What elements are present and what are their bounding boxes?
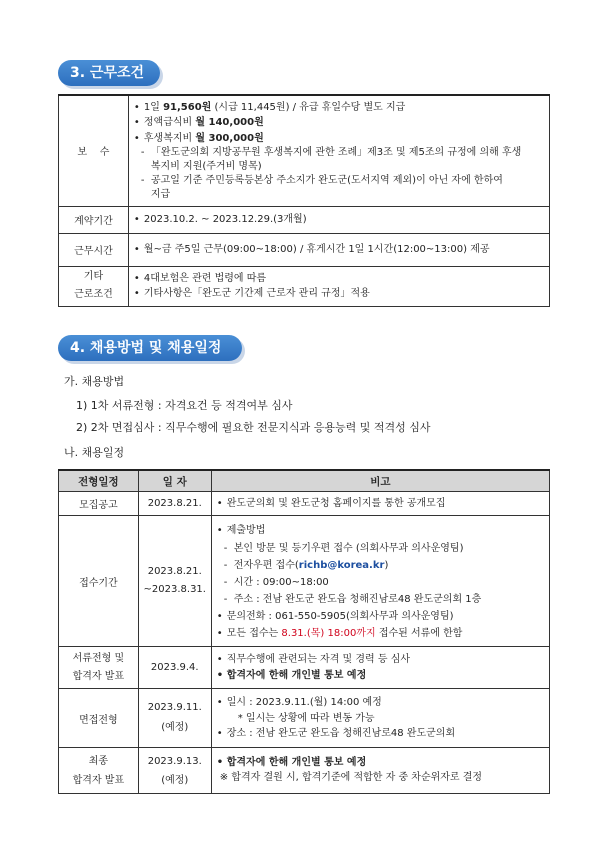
- note-time: - 시간 : 09:00~18:00: [216, 574, 545, 591]
- period-value: • 2023.10.2. ~ 2023.12.29.(3개월): [133, 212, 545, 228]
- schedule-heading: 나. 채용일정: [64, 446, 125, 459]
- note-submit-method: • 제출방법: [216, 521, 545, 540]
- method-step1: 1) 1차 서류전형 : 자격요건 등 적격여부 심사: [76, 399, 293, 412]
- date-notice: 2023.8.21.: [138, 492, 211, 516]
- pay-daily: • 1일 91,560원 (시급 11,445원) / 유급 휴일수당 별도 지급: [133, 100, 545, 116]
- date-final-note: (예정): [161, 774, 189, 786]
- period-label: 계약기간: [59, 206, 129, 233]
- method-step2: 2) 2차 면접심사 : 직무수행에 필요한 전문지식과 응용능력 및 적격성 심사: [76, 421, 431, 434]
- date-reception-start: 2023.8.21.: [147, 566, 202, 577]
- etc-label-2: 근로조건: [74, 289, 113, 300]
- hours-label: 근무시간: [59, 233, 129, 266]
- stage-interview: 면접전형: [59, 689, 139, 748]
- schedule-header-row: [59, 470, 550, 492]
- period-row: [59, 206, 550, 233]
- pay-detail-1: - 「완도군의회 지방공무원 후생복지에 관한 조례」제3조 및 제5조의 규정에 의해 후생 복지비 지원(주거비 명목): [133, 146, 545, 174]
- note-final-notify: • 합격자에 한해 개인별 통보 예정: [216, 755, 545, 771]
- hours-row: [59, 233, 550, 266]
- stage-doc-1: 서류전형 및: [72, 652, 125, 664]
- date-reception-end: ~2023.8.31.: [143, 584, 206, 595]
- note-interview-change: * 일시는 상황에 따라 변동 가능: [237, 712, 375, 724]
- note-deadline: • 모든 접수는 8.31.(목) 18:00까지 접수된 서류에 한함: [216, 625, 545, 642]
- section3-title: 3. 근무조건: [58, 60, 160, 86]
- stage-notice: 모집공고: [59, 492, 139, 516]
- etc-row: [59, 266, 550, 306]
- table-row: [59, 748, 550, 794]
- pay-welfare: • 후생복지비 월 300,000원: [133, 131, 545, 147]
- pay-row: [59, 95, 550, 206]
- stage-doc-2: 합격자 발표: [72, 670, 125, 682]
- header-stage: 전형일정: [59, 470, 139, 492]
- table-row: [59, 516, 550, 647]
- pay-meal: • 정액급식비 월 140,000원: [133, 115, 545, 131]
- stage-final-2: 합격자 발표: [72, 774, 125, 786]
- note-final-reserve: ※ 합격자 결원 시, 합격기준에 적합한 자 중 차순위자로 결정: [219, 772, 483, 784]
- pay-label: 보 수: [59, 95, 129, 206]
- note-notice: • 완도군의회 및 완도군청 홈페이지를 통한 공개모집: [216, 496, 545, 512]
- note-doc-review: • 직무수행에 관련되는 자격 및 경력 등 심사: [216, 652, 545, 668]
- section4-title: 4. 채용방법 및 채용일정: [58, 335, 242, 361]
- date-interview-note: (예정): [161, 722, 189, 733]
- date-interview: 2023.9.11.: [147, 702, 202, 713]
- stage-final-1: 최종: [88, 755, 109, 767]
- note-doc-notify: • 합격자에 한해 개인별 통보 예정: [216, 668, 545, 684]
- note-email: - 전자우편 접수(richb@korea.kr): [216, 557, 545, 574]
- method-heading: 가. 채용방법: [64, 375, 125, 388]
- stage-reception: 접수기간: [59, 516, 139, 647]
- note-interview-place: • 장소 : 전남 완도군 완도읍 청해진남로48 완도군의회: [216, 726, 545, 742]
- date-final: 2023.9.13.: [147, 755, 202, 767]
- table-row: [59, 647, 550, 689]
- email-link[interactable]: richb@korea.kr: [298, 559, 385, 571]
- etc-label-1: 기타: [83, 271, 104, 282]
- pay-detail-2: - 공고일 기준 주민등록등본상 주소지가 완도군(도서지역 제외)이 아닌 자에 한하여 지급: [133, 174, 545, 202]
- work-conditions-table: [58, 94, 550, 307]
- note-address: - 주소 : 전남 완도군 완도읍 청해진남로48 완도군의회 1층: [216, 591, 545, 608]
- schedule-table: [58, 469, 550, 794]
- table-row: [59, 689, 550, 748]
- date-doc: 2023.9.4.: [138, 647, 211, 689]
- note-phone: • 문의전화 : 061-550-5905(의회사무과 의사운영팀): [216, 608, 545, 625]
- header-note: 비고: [211, 470, 549, 492]
- hours-value: • 월~금 주5일 근무(09:00~18:00) / 휴게시간 1일 1시간(12:00~13:00) 제공: [133, 242, 545, 258]
- note-visit: - 본인 방문 및 등기우편 접수 (의회사무과 의사운영팀): [216, 540, 545, 557]
- table-row: [59, 492, 550, 516]
- etc-value-1: • 4대보험은 관련 법령에 따름: [133, 271, 545, 287]
- header-date: 일 자: [138, 470, 211, 492]
- etc-value-2: • 기타사항은「완도군 기간제 근로자 관리 규정」적용: [133, 286, 545, 302]
- note-interview-time: • 일시 : 2023.9.11.(월) 14:00 예정: [216, 695, 545, 711]
